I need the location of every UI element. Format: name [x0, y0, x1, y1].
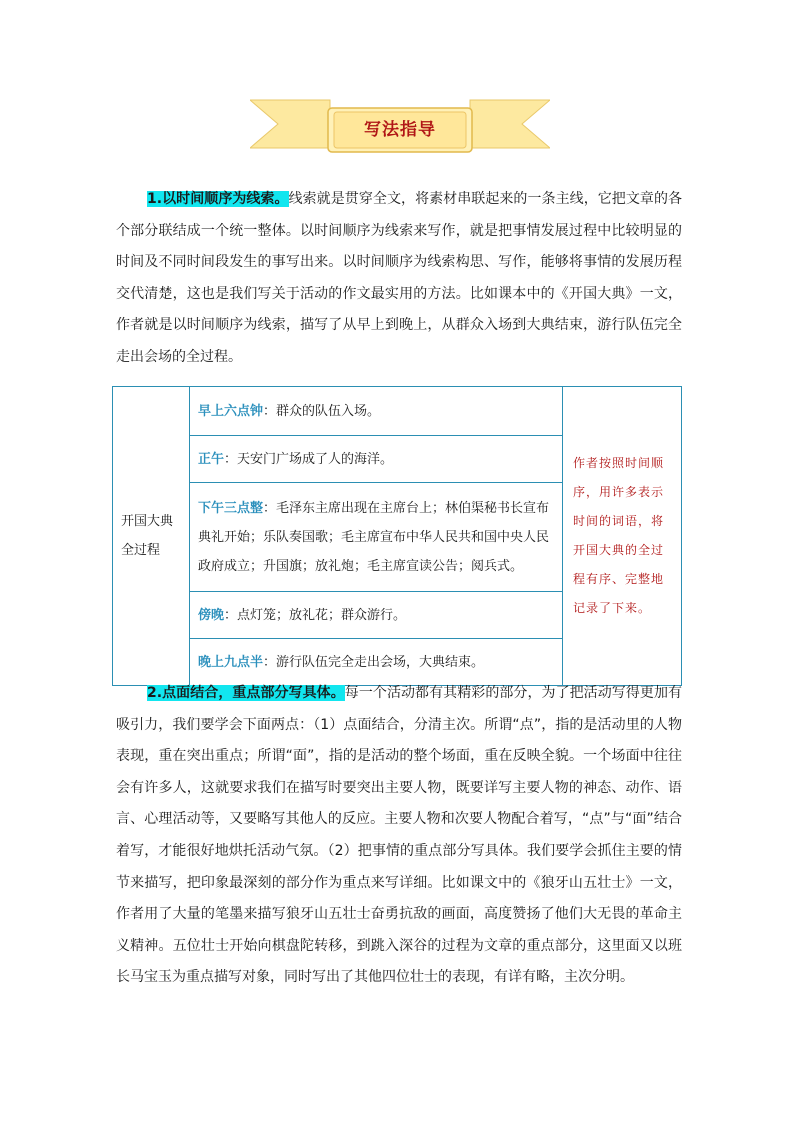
section-1-body: 线索就是贯穿全文，将素材串联起来的一条主线，它把文章的各个部分联结成一个统一整体。以时间顺序为线索来写作，就是把事情发展过程中比较明显的时间及不同时间段发生的事写出来。以时间顺序为线索构思、写作，能够将事情的发展历程交代清楚，这也是我们写关于活动的作文最实用的方法。比如课本中的《开国大典》一文，作者就是以时间顺序为线索，描写了从早上到晚上，从群众入场到大典结束，游行队伍完全走出会场的全过程。: [116, 191, 683, 365]
page-title: 写法指导: [364, 120, 436, 140]
timeline-event: [190, 592, 563, 639]
timeline-label: 开国大典全过程: [113, 387, 190, 686]
section-2-heading: 2.点面结合，重点部分写具体。: [147, 685, 345, 701]
event-time: 晚上九点半: [198, 654, 264, 670]
event-text: ：点灯笼；放礼花；群众游行。: [224, 607, 407, 623]
event-text: ：游行队伍完全走出会场，大典结束。: [263, 654, 485, 670]
event-time: 傍晚: [198, 607, 225, 623]
event-text: ：天安门广场成了人的海洋。: [224, 451, 394, 467]
event-time: 早上六点钟: [198, 403, 264, 419]
section-banner: [250, 94, 550, 166]
event-text: ：群众的队伍入场。: [263, 403, 381, 419]
timeline-event: [190, 387, 563, 436]
timeline-event: [190, 436, 563, 483]
event-time: 下午三点整: [198, 500, 264, 516]
event-time: 正午: [198, 451, 225, 467]
timeline-event: [190, 483, 563, 592]
section-1-paragraph: [116, 184, 682, 374]
table-row: [113, 387, 682, 436]
section-1-heading: 1.以时间顺序为线索。: [147, 191, 289, 207]
section-2-body: 每一个活动都有其精彩的部分，为了把活动写得更加有吸引力，我们要学会下面两点：（1）点面结合，分清主次。所谓“点”，指的是活动里的人物表现，重在突出重点；所谓“面”，指的是活动的整个场面，重在反映全貌。一个场面中往往会有许多人，这就要求我们在描写时要突出主要人物，既要详写主要人物的神态、动作、语言、心理活动等，又要略写其他人的反应。主要人物和次要人物配合着写，“点”与“面”结合着写，才能很好地烘托活动气氛。（2）把事情的重点部分写具体。我们要学会抓住主要的情节来描写，把印象最深刻的部分作为重点来写详细。比如课文中的《狼牙山五壮士》一文，作者用了大量的笔墨来描写狼牙山五壮士奋勇抗敌的画面，高度赞扬了他们大无畏的革命主义精神。五位壮士开始向棋盘陀转移，到跳入深谷的过程为文章的重点部分，这里面又以班长马宝玉为重点描写对象，同时写出了其他四位壮士的表现，有详有略，主次分明。: [116, 685, 682, 986]
timeline-note: 作者按照时间顺序，用许多表示时间的词语，将开国大典的全过程有序、完整地记录了下来。: [563, 387, 682, 686]
timeline-table: [112, 386, 682, 686]
section-2-paragraph: [116, 678, 682, 994]
event-text: ：毛泽东主席出现在主席台上；林伯渠秘书长宣布典礼开始；乐队奏国歌；毛主席宣布中华人民共和国中央人民政府成立；升国旗；放礼炮；毛主席宣读公告；阅兵式。: [198, 500, 550, 574]
